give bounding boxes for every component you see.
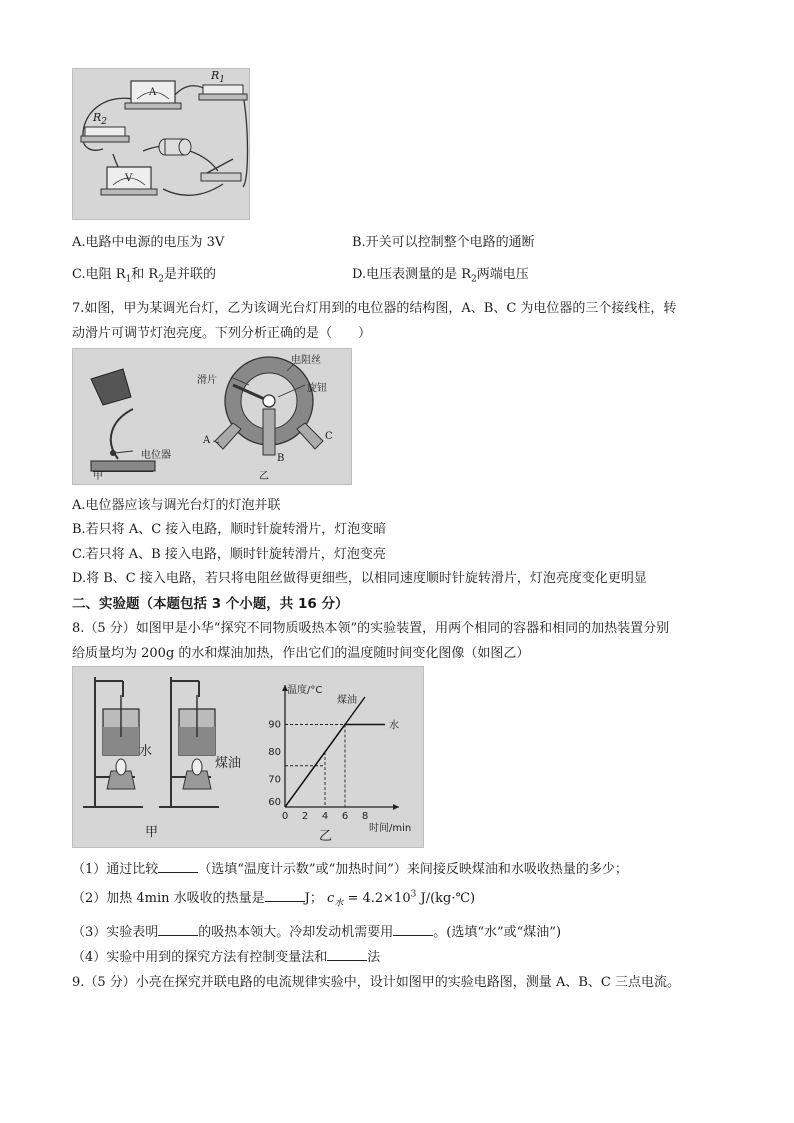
q8-sub2: （2）加热 4min 水吸收的热量是 J； $c_水 = 4.2\times 10^3$ J/(kg·℃): [72, 889, 476, 909]
figure-yi-label: 乙: [259, 471, 269, 482]
y-tick-label: 60: [268, 797, 281, 808]
q6-circuit-figure: [72, 68, 250, 220]
x-axis-label: 时间/min: [369, 823, 412, 834]
section-heading: 二、实验题（本题包括 3 个小题，共 16 分）: [72, 596, 349, 612]
x-axis-arrow: [393, 804, 399, 810]
answer-blank-3[interactable]: [158, 923, 198, 936]
q7-potentiometer-figure: [72, 348, 352, 485]
voltmeter-label: V: [125, 173, 133, 184]
potentiometer-label: 电位器: [141, 450, 171, 461]
q8-stem-line1: 8.（5 分）如图甲是小华“探究不同物质吸热本领”的实验装置，用两个相同的容器和相同的加热装置分别: [72, 621, 670, 636]
figure-yi-label: 乙: [319, 829, 333, 844]
q8-stem-line2: 给质量均为 200g 的水和煤油加热，作出它们的温度随时间变化图像（如图乙）: [72, 646, 530, 661]
q7-option-d: D.将 B、C 接入电路，若只将电阻丝做得更细些，以相同速度顺时针旋转滑片，灯泡亮度变化更明显: [72, 571, 647, 586]
knob-label: 旋钮: [307, 383, 327, 394]
q6-option-b: B.开关可以控制整个电路的通断: [352, 235, 535, 250]
terminal-b-label: B: [277, 453, 285, 464]
temperature-time-chart: [268, 683, 411, 834]
q7-option-c: C.若只将 A、B 接入电路，顺时针旋转滑片，灯泡变亮: [72, 547, 386, 562]
x-tick-label: 0: [281, 811, 289, 822]
ammeter-label: A: [149, 87, 157, 98]
q6-option-a: A.电路中电源的电压为 3V: [72, 235, 225, 250]
q7-option-a: A.电位器应该与调光台灯的灯泡并联: [72, 498, 281, 513]
q6-option-d: D.电压表测量的是 $R_2$两端电压: [352, 267, 529, 285]
answer-blank-5[interactable]: [327, 948, 367, 961]
x-tick-label: 6: [341, 811, 349, 822]
terminal-c-label: C: [325, 431, 333, 442]
q8-sub3: （3）实验表明 的吸热本领大。冷却发动机需要用 。(选填“水”或“煤油”): [72, 925, 562, 940]
answer-blank-4[interactable]: [393, 923, 433, 936]
q7-stem-line1: 7.如图，甲为某调光台灯，乙为该调光台灯用到的电位器的结构图，A、B、C 为电位器的三个接线柱，转: [72, 301, 677, 316]
y-tick-label: 80: [268, 747, 281, 758]
q8-experiment-figure: [72, 666, 424, 848]
q8-sub1: （1）通过比较 （选填“温度计示数”或“加热时间”）来间接反映煤油和水吸收热量的多少；: [72, 862, 628, 877]
q6-option-c: C.电阻 $R_1$和 $R_2$是并联的: [72, 267, 216, 285]
resistance-wire-label: 电阻丝: [291, 355, 321, 366]
answer-blank-1[interactable]: [158, 860, 198, 873]
series-label-water: 水: [389, 720, 399, 732]
x-tick-label: 8: [361, 811, 369, 822]
y-axis-label: 温度/°C: [287, 685, 323, 696]
slider-label: 滑片: [197, 375, 217, 386]
x-tick-label: 4: [321, 811, 329, 822]
q7-stem-line2: 动滑片可调节灯泡亮度。下列分析正确的是（ ）: [72, 326, 372, 341]
answer-blank-2[interactable]: [265, 889, 305, 902]
x-tick-label: 2: [301, 811, 309, 822]
terminal-a-label: A: [203, 435, 211, 446]
r1-label: $R_1$: [211, 69, 226, 86]
q9-stem: 9.（5 分）小亮在探究并联电路的电流规律实验中，设计如图甲的实验电路图，测量 A、B、C 三点电流。: [72, 975, 680, 990]
q7-option-b: B.若只将 A、C 接入电路，顺时针旋转滑片，灯泡变暗: [72, 522, 387, 537]
y-tick-label: 90: [268, 719, 281, 731]
y-tick-label: 70: [268, 774, 281, 786]
kerosene-label: 煤油: [215, 756, 242, 771]
series-label-kerosene: 煤油: [337, 695, 357, 706]
q8-sub4: （4）实验中用到的探究方法有控制变量法和 法: [72, 950, 381, 965]
water-label: 水: [139, 744, 153, 759]
figure-jia-label: 甲: [93, 471, 103, 482]
r2-label: $R_2$: [93, 111, 108, 128]
figure-jia-label: 甲: [145, 825, 159, 840]
